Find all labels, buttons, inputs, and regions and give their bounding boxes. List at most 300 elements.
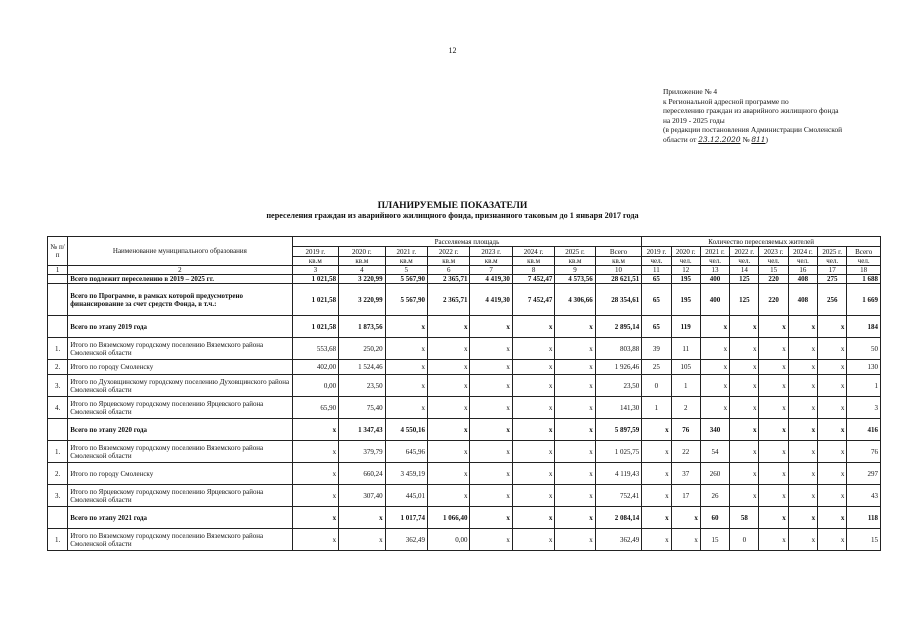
area-cell: 1 347,43	[339, 419, 385, 441]
column-number: 15	[759, 266, 788, 275]
header-num: № п/п	[48, 237, 68, 266]
people-cell: 2	[671, 397, 700, 419]
area-cell: x	[470, 463, 512, 485]
area-cell: x	[555, 316, 595, 338]
municipality-name: Всего по этапу 2020 года	[68, 419, 292, 441]
area-cell: x	[512, 529, 554, 551]
table-row	[48, 284, 881, 316]
people-cell: x	[818, 338, 847, 360]
municipality-name: Итого по городу Смоленску	[68, 463, 292, 485]
area-cell: 1 524,46	[339, 360, 385, 375]
row-number: 1.	[48, 529, 68, 551]
row-number	[48, 419, 68, 441]
municipality-name: Итого по Вяземскому городскому поселению Вяземского района Смоленской области	[68, 529, 292, 551]
area-cell: 2 365,71	[428, 284, 470, 316]
header-people-unit: чел.	[730, 257, 759, 266]
people-cell: 400	[700, 275, 729, 284]
area-cell: x	[385, 360, 427, 375]
municipality-name: Всего по этапу 2019 года	[68, 316, 292, 338]
area-cell: x	[470, 441, 512, 463]
people-cell: x	[788, 397, 817, 419]
row-number: 4.	[48, 397, 68, 419]
row-number: 1.	[48, 338, 68, 360]
people-cell: 54	[700, 441, 729, 463]
area-cell: 645,96	[385, 441, 427, 463]
appendix-note	[663, 87, 893, 145]
area-cell: 1 873,56	[339, 316, 385, 338]
people-cell: x	[730, 485, 759, 507]
header-people-unit: чел.	[642, 257, 671, 266]
area-cell: x	[512, 375, 554, 397]
row-number	[48, 275, 68, 284]
people-cell: x	[700, 360, 729, 375]
header-people-year: Всего	[847, 247, 881, 257]
header-area-unit: кв.м	[428, 257, 470, 266]
people-cell: 1	[671, 375, 700, 397]
area-cell: 2 365,71	[428, 275, 470, 284]
municipality-name: Итого по городу Смоленску	[68, 360, 292, 375]
row-number: 2.	[48, 360, 68, 375]
people-cell: 1 669	[847, 284, 881, 316]
area-cell: 2 084,14	[595, 507, 642, 529]
area-cell: x	[339, 529, 385, 551]
area-cell: x	[555, 441, 595, 463]
table-row	[48, 275, 881, 284]
people-cell: 65	[642, 275, 671, 284]
row-number	[48, 316, 68, 338]
appendix-line: переселению граждан из аварийного жилищного фонда	[663, 106, 839, 116]
area-cell: x	[512, 507, 554, 529]
area-cell: 7 452,47	[512, 284, 554, 316]
people-cell: x	[818, 441, 847, 463]
people-cell: x	[788, 316, 817, 338]
people-cell: x	[700, 316, 729, 338]
row-number: 3.	[48, 375, 68, 397]
area-cell: x	[292, 529, 338, 551]
area-cell: 23,50	[339, 375, 385, 397]
area-cell: 7 452,47	[512, 275, 554, 284]
people-cell: x	[788, 507, 817, 529]
column-number: 5	[385, 266, 427, 275]
people-cell: x	[788, 338, 817, 360]
people-cell: 1	[847, 375, 881, 397]
row-number: 3.	[48, 485, 68, 507]
people-cell: 400	[700, 284, 729, 316]
header-area-year: 2023 г.	[470, 247, 512, 257]
area-cell: x	[428, 463, 470, 485]
table-row	[48, 360, 881, 375]
page-number: 12	[448, 46, 457, 55]
area-cell: x	[470, 397, 512, 419]
people-cell: x	[818, 419, 847, 441]
people-cell: x	[818, 529, 847, 551]
area-cell: 1 021,58	[292, 284, 338, 316]
people-cell: x	[818, 316, 847, 338]
people-cell: 39	[642, 338, 671, 360]
column-number: 11	[642, 266, 671, 275]
people-cell: x	[642, 463, 671, 485]
header-area-year: 2021 г.	[385, 247, 427, 257]
header-people-unit: чел.	[788, 257, 817, 266]
area-cell: x	[292, 507, 338, 529]
header-area-year: 2019 г.	[292, 247, 338, 257]
header-people-unit: чел.	[700, 257, 729, 266]
table-row	[48, 375, 881, 397]
municipality-name: Итого по Вяземскому городскому поселению Вяземского района Смоленской области	[68, 441, 292, 463]
people-cell: x	[818, 360, 847, 375]
column-number: 7	[470, 266, 512, 275]
area-cell: 75,40	[339, 397, 385, 419]
row-number: 1.	[48, 441, 68, 463]
people-cell: 50	[847, 338, 881, 360]
area-cell: x	[470, 375, 512, 397]
people-cell: x	[671, 529, 700, 551]
people-cell: 15	[847, 529, 881, 551]
header-people-year: 2021 г.	[700, 247, 729, 257]
indicators-table	[47, 236, 881, 551]
area-cell: 307,40	[339, 485, 385, 507]
area-cell: x	[470, 360, 512, 375]
area-cell: 1 021,58	[292, 275, 338, 284]
table-row	[48, 397, 881, 419]
appendix-line: (в редакции постановления Администрации Смоленской	[663, 125, 843, 135]
people-cell: x	[788, 463, 817, 485]
people-cell: x	[788, 529, 817, 551]
column-number: 1	[48, 266, 68, 275]
area-cell: 3 220,99	[339, 275, 385, 284]
header-area-year: 2024 г.	[512, 247, 554, 257]
area-cell: 3 220,99	[339, 284, 385, 316]
area-cell: 1 025,75	[595, 441, 642, 463]
header-people-unit: чел.	[818, 257, 847, 266]
municipality-name: Итого по Духовщинскому городскому поселению Духовщинского района Смоленской области	[68, 375, 292, 397]
municipality-name: Итого по Вяземскому городскому поселению Вяземского района Смоленской области	[68, 338, 292, 360]
area-cell: 5 567,90	[385, 284, 427, 316]
area-cell: x	[512, 316, 554, 338]
column-number: 6	[428, 266, 470, 275]
area-cell: x	[555, 338, 595, 360]
people-cell: 118	[847, 507, 881, 529]
people-cell: x	[671, 507, 700, 529]
area-cell: x	[512, 485, 554, 507]
people-cell: x	[700, 397, 729, 419]
column-number: 18	[847, 266, 881, 275]
area-cell: x	[470, 419, 512, 441]
header-people-unit: чел.	[671, 257, 700, 266]
people-cell: x	[788, 485, 817, 507]
area-cell: x	[428, 485, 470, 507]
people-cell: x	[730, 338, 759, 360]
area-cell: 402,00	[292, 360, 338, 375]
table-row	[48, 485, 881, 507]
people-cell: 220	[759, 275, 788, 284]
handwritten-date: 23.12.2020	[698, 134, 741, 144]
area-cell: 4 573,56	[555, 275, 595, 284]
area-cell: x	[555, 360, 595, 375]
document-subtitle: переселения граждан из аварийного жилищного фонда, признанного таковым до 1 января 2017 года	[266, 211, 639, 220]
people-cell: 416	[847, 419, 881, 441]
people-cell: x	[730, 419, 759, 441]
area-cell: 4 419,30	[470, 275, 512, 284]
people-cell: 25	[642, 360, 671, 375]
municipality-name: Всего по Программе, в рамках которой предусмотрено финансирование за счет средств Фонда, в т.ч.:	[68, 284, 292, 316]
area-cell: x	[428, 316, 470, 338]
people-cell: 297	[847, 463, 881, 485]
people-cell: 0	[730, 529, 759, 551]
header-area-year: Всего	[595, 247, 642, 257]
area-cell: 250,20	[339, 338, 385, 360]
area-cell: x	[512, 360, 554, 375]
area-cell: 3 459,19	[385, 463, 427, 485]
area-cell: x	[292, 463, 338, 485]
appendix-line	[663, 135, 893, 145]
appendix-line: к Региональной адресной программе по	[663, 96, 789, 106]
area-cell: x	[470, 507, 512, 529]
header-area-unit: кв.м	[595, 257, 642, 266]
people-cell: 125	[730, 275, 759, 284]
header-people-year: 2023 г.	[759, 247, 788, 257]
row-number	[48, 507, 68, 529]
area-cell: 4 419,30	[470, 284, 512, 316]
header-area-unit: кв.м	[339, 257, 385, 266]
people-cell: x	[759, 338, 788, 360]
area-cell: 0,00	[292, 375, 338, 397]
table-row	[48, 316, 881, 338]
people-cell: 3	[847, 397, 881, 419]
table-row	[48, 507, 881, 529]
table-row	[48, 441, 881, 463]
area-cell: x	[385, 375, 427, 397]
people-cell: x	[759, 507, 788, 529]
people-cell: x	[730, 360, 759, 375]
people-cell: x	[730, 441, 759, 463]
people-cell: x	[759, 485, 788, 507]
area-cell: x	[512, 397, 554, 419]
people-cell: x	[700, 338, 729, 360]
area-cell: x	[292, 485, 338, 507]
people-cell: 15	[700, 529, 729, 551]
people-cell: x	[759, 441, 788, 463]
appendix-number-sign: №	[742, 134, 750, 144]
column-number: 2	[68, 266, 292, 275]
people-cell: x	[730, 375, 759, 397]
people-cell: x	[759, 360, 788, 375]
people-cell: x	[818, 507, 847, 529]
area-cell: 28 621,51	[595, 275, 642, 284]
area-cell: x	[428, 375, 470, 397]
column-number: 8	[512, 266, 554, 275]
table-row	[48, 419, 881, 441]
area-cell: 1 021,58	[292, 316, 338, 338]
people-cell: x	[759, 375, 788, 397]
people-cell: 76	[847, 441, 881, 463]
area-cell: 5 567,90	[385, 275, 427, 284]
people-cell: x	[759, 316, 788, 338]
people-cell: 256	[818, 284, 847, 316]
area-cell: x	[339, 507, 385, 529]
people-cell: 26	[700, 485, 729, 507]
people-cell: 76	[671, 419, 700, 441]
area-cell: 553,68	[292, 338, 338, 360]
municipality-name: Всего по этапу 2021 года	[68, 507, 292, 529]
people-cell: 65	[642, 316, 671, 338]
people-cell: x	[759, 463, 788, 485]
header-people-year: 2019 г.	[642, 247, 671, 257]
appendix-close-paren: )	[765, 134, 768, 144]
area-cell: 379,79	[339, 441, 385, 463]
people-cell: 1	[642, 397, 671, 419]
header-area-year: 2022 г.	[428, 247, 470, 257]
appendix-line: Приложение № 4	[663, 87, 718, 96]
header-people-group: Количество переселяемых жителей	[642, 237, 881, 247]
area-cell: x	[292, 441, 338, 463]
area-cell: x	[470, 338, 512, 360]
people-cell: 105	[671, 360, 700, 375]
people-cell: 37	[671, 463, 700, 485]
header-people-unit: чел.	[847, 257, 881, 266]
area-cell: x	[292, 419, 338, 441]
area-cell: 752,41	[595, 485, 642, 507]
people-cell: 220	[759, 284, 788, 316]
area-cell: 1 066,40	[428, 507, 470, 529]
people-cell: x	[759, 397, 788, 419]
people-cell: x	[818, 485, 847, 507]
people-cell: x	[788, 419, 817, 441]
appendix-date-prefix: области от	[663, 134, 697, 144]
people-cell: 408	[788, 284, 817, 316]
area-cell: 4 550,16	[385, 419, 427, 441]
people-cell: 11	[671, 338, 700, 360]
people-cell: x	[730, 463, 759, 485]
header-people-year: 2024 г.	[788, 247, 817, 257]
area-cell: 803,88	[595, 338, 642, 360]
people-cell: x	[642, 441, 671, 463]
people-cell: x	[642, 419, 671, 441]
column-number: 17	[818, 266, 847, 275]
people-cell: x	[730, 397, 759, 419]
area-cell: 5 897,59	[595, 419, 642, 441]
people-cell: 22	[671, 441, 700, 463]
area-cell: 1 017,74	[385, 507, 427, 529]
people-cell: x	[788, 375, 817, 397]
people-cell: x	[788, 360, 817, 375]
area-cell: x	[385, 338, 427, 360]
area-cell: 28 354,61	[595, 284, 642, 316]
people-cell: x	[642, 485, 671, 507]
header-area-unit: кв.м	[555, 257, 595, 266]
people-cell: 0	[642, 375, 671, 397]
area-cell: 0,00	[428, 529, 470, 551]
area-cell: x	[512, 463, 554, 485]
area-cell: x	[512, 338, 554, 360]
header-area-year: 2020 г.	[339, 247, 385, 257]
area-cell: x	[428, 360, 470, 375]
appendix-line: на 2019 - 2025 годы	[663, 115, 725, 125]
people-cell: x	[818, 397, 847, 419]
area-cell: x	[512, 441, 554, 463]
municipality-name: Всего подлежит переселению в 2019 – 2025 гг.	[68, 275, 292, 284]
area-cell: 4 119,43	[595, 463, 642, 485]
area-cell: x	[555, 397, 595, 419]
area-cell: 65,90	[292, 397, 338, 419]
handwritten-number: 811	[751, 134, 766, 144]
area-cell: 23,50	[595, 375, 642, 397]
document-title: ПЛАНИРУЕМЫЕ ПОКАЗАТЕЛИ	[377, 200, 528, 211]
header-area-unit: кв.м	[292, 257, 338, 266]
people-cell: 340	[700, 419, 729, 441]
people-cell: 195	[671, 275, 700, 284]
people-cell: 17	[671, 485, 700, 507]
people-cell: x	[642, 507, 671, 529]
area-cell: x	[428, 338, 470, 360]
people-cell: x	[759, 529, 788, 551]
people-cell: 125	[730, 284, 759, 316]
people-cell: 119	[671, 316, 700, 338]
area-cell: x	[555, 375, 595, 397]
header-name: Наименование муниципального образования	[68, 237, 292, 266]
column-number: 14	[730, 266, 759, 275]
column-number: 3	[292, 266, 338, 275]
area-cell: x	[428, 441, 470, 463]
header-people-year: 2022 г.	[730, 247, 759, 257]
area-cell: x	[555, 485, 595, 507]
area-cell: 2 895,14	[595, 316, 642, 338]
area-cell: 4 306,66	[555, 284, 595, 316]
area-cell: x	[385, 316, 427, 338]
area-cell: x	[555, 463, 595, 485]
people-cell: x	[788, 441, 817, 463]
people-cell: x	[818, 463, 847, 485]
area-cell: 660,24	[339, 463, 385, 485]
header-area-unit: кв.м	[470, 257, 512, 266]
municipality-name: Итого по Ярцевскому городскому поселению Ярцевского района Смоленской области	[68, 397, 292, 419]
people-cell: x	[730, 316, 759, 338]
table-row	[48, 338, 881, 360]
municipality-name: Итого по Ярцевскому городскому поселению Ярцевского района Смоленской области	[68, 485, 292, 507]
people-cell: 275	[818, 275, 847, 284]
area-cell: 445,01	[385, 485, 427, 507]
people-cell: 1 688	[847, 275, 881, 284]
table-row	[48, 529, 881, 551]
people-cell: x	[700, 375, 729, 397]
people-cell: x	[642, 529, 671, 551]
area-cell: x	[470, 529, 512, 551]
people-cell: 65	[642, 284, 671, 316]
column-number: 16	[788, 266, 817, 275]
area-cell: x	[470, 316, 512, 338]
area-cell: x	[428, 419, 470, 441]
header-people-year: 2025 г.	[818, 247, 847, 257]
people-cell: 184	[847, 316, 881, 338]
area-cell: x	[470, 485, 512, 507]
people-cell: 260	[700, 463, 729, 485]
header-people-year: 2020 г.	[671, 247, 700, 257]
area-cell: x	[555, 507, 595, 529]
area-cell: 362,49	[385, 529, 427, 551]
area-cell: x	[555, 419, 595, 441]
people-cell: 408	[788, 275, 817, 284]
area-cell: x	[555, 529, 595, 551]
row-number	[48, 284, 68, 316]
header-area-unit: кв.м	[512, 257, 554, 266]
people-cell: 130	[847, 360, 881, 375]
people-cell: 43	[847, 485, 881, 507]
header-area-unit: кв.м	[385, 257, 427, 266]
column-number: 12	[671, 266, 700, 275]
people-cell: 58	[730, 507, 759, 529]
area-cell: 362,49	[595, 529, 642, 551]
area-cell: 1 926,46	[595, 360, 642, 375]
